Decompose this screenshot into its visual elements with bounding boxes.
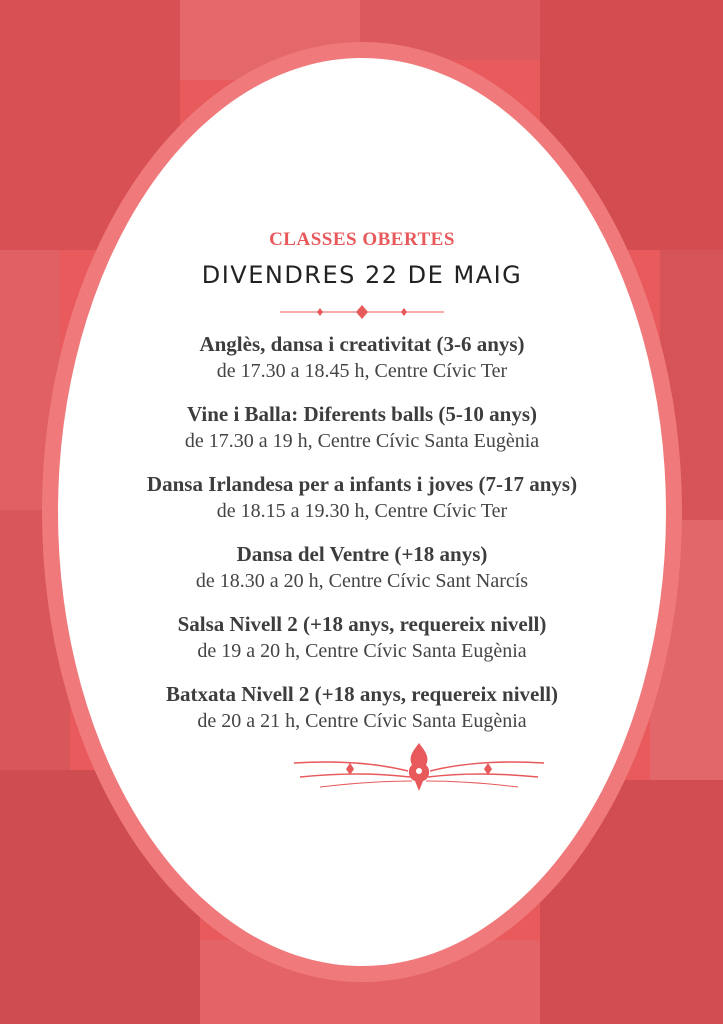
class-time-location: de 18.30 a 20 h, Centre Cívic Sant Narcís xyxy=(195,570,529,592)
class-time-location: de 20 a 21 h, Centre Cívic Santa Eugènia xyxy=(197,710,527,732)
class-time-location: de 17.30 a 18.45 h, Centre Cívic Ter xyxy=(216,360,508,382)
class-title: Anglès, dansa i creativitat (3-6 anys) xyxy=(199,332,525,356)
class-title: Batxata Nivell 2 (+18 anys, requereix nivell) xyxy=(165,682,559,706)
class-time-location: de 17.30 a 19 h, Centre Cívic Santa Eugènia xyxy=(184,430,540,452)
class-entry xyxy=(58,541,666,611)
class-title: Vine i Balla: Diferents balls (5-10 anys) xyxy=(187,402,537,426)
class-title: Dansa Irlandesa per a infants i joves (7-17 anys) xyxy=(146,472,578,496)
diamond-divider-icon xyxy=(280,303,444,321)
class-title: Salsa Nivell 2 (+18 anys, requereix nivell) xyxy=(177,612,547,636)
section-kicker: CLASSES OBERTES xyxy=(269,229,455,250)
class-list xyxy=(58,331,666,751)
class-time-location: de 19 a 20 h, Centre Cívic Santa Eugènia xyxy=(197,640,527,662)
class-time-location: de 18.15 a 19.30 h, Centre Cívic Ter xyxy=(216,500,508,522)
class-entry xyxy=(58,611,666,681)
class-entry xyxy=(58,471,666,541)
class-entry xyxy=(58,401,666,471)
class-title: Dansa del Ventre (+18 anys) xyxy=(236,542,488,566)
class-entry xyxy=(58,331,666,401)
flourish-ornament-icon xyxy=(290,741,548,799)
event-date: DIVENDRES 22 DE MAIG xyxy=(201,261,523,289)
